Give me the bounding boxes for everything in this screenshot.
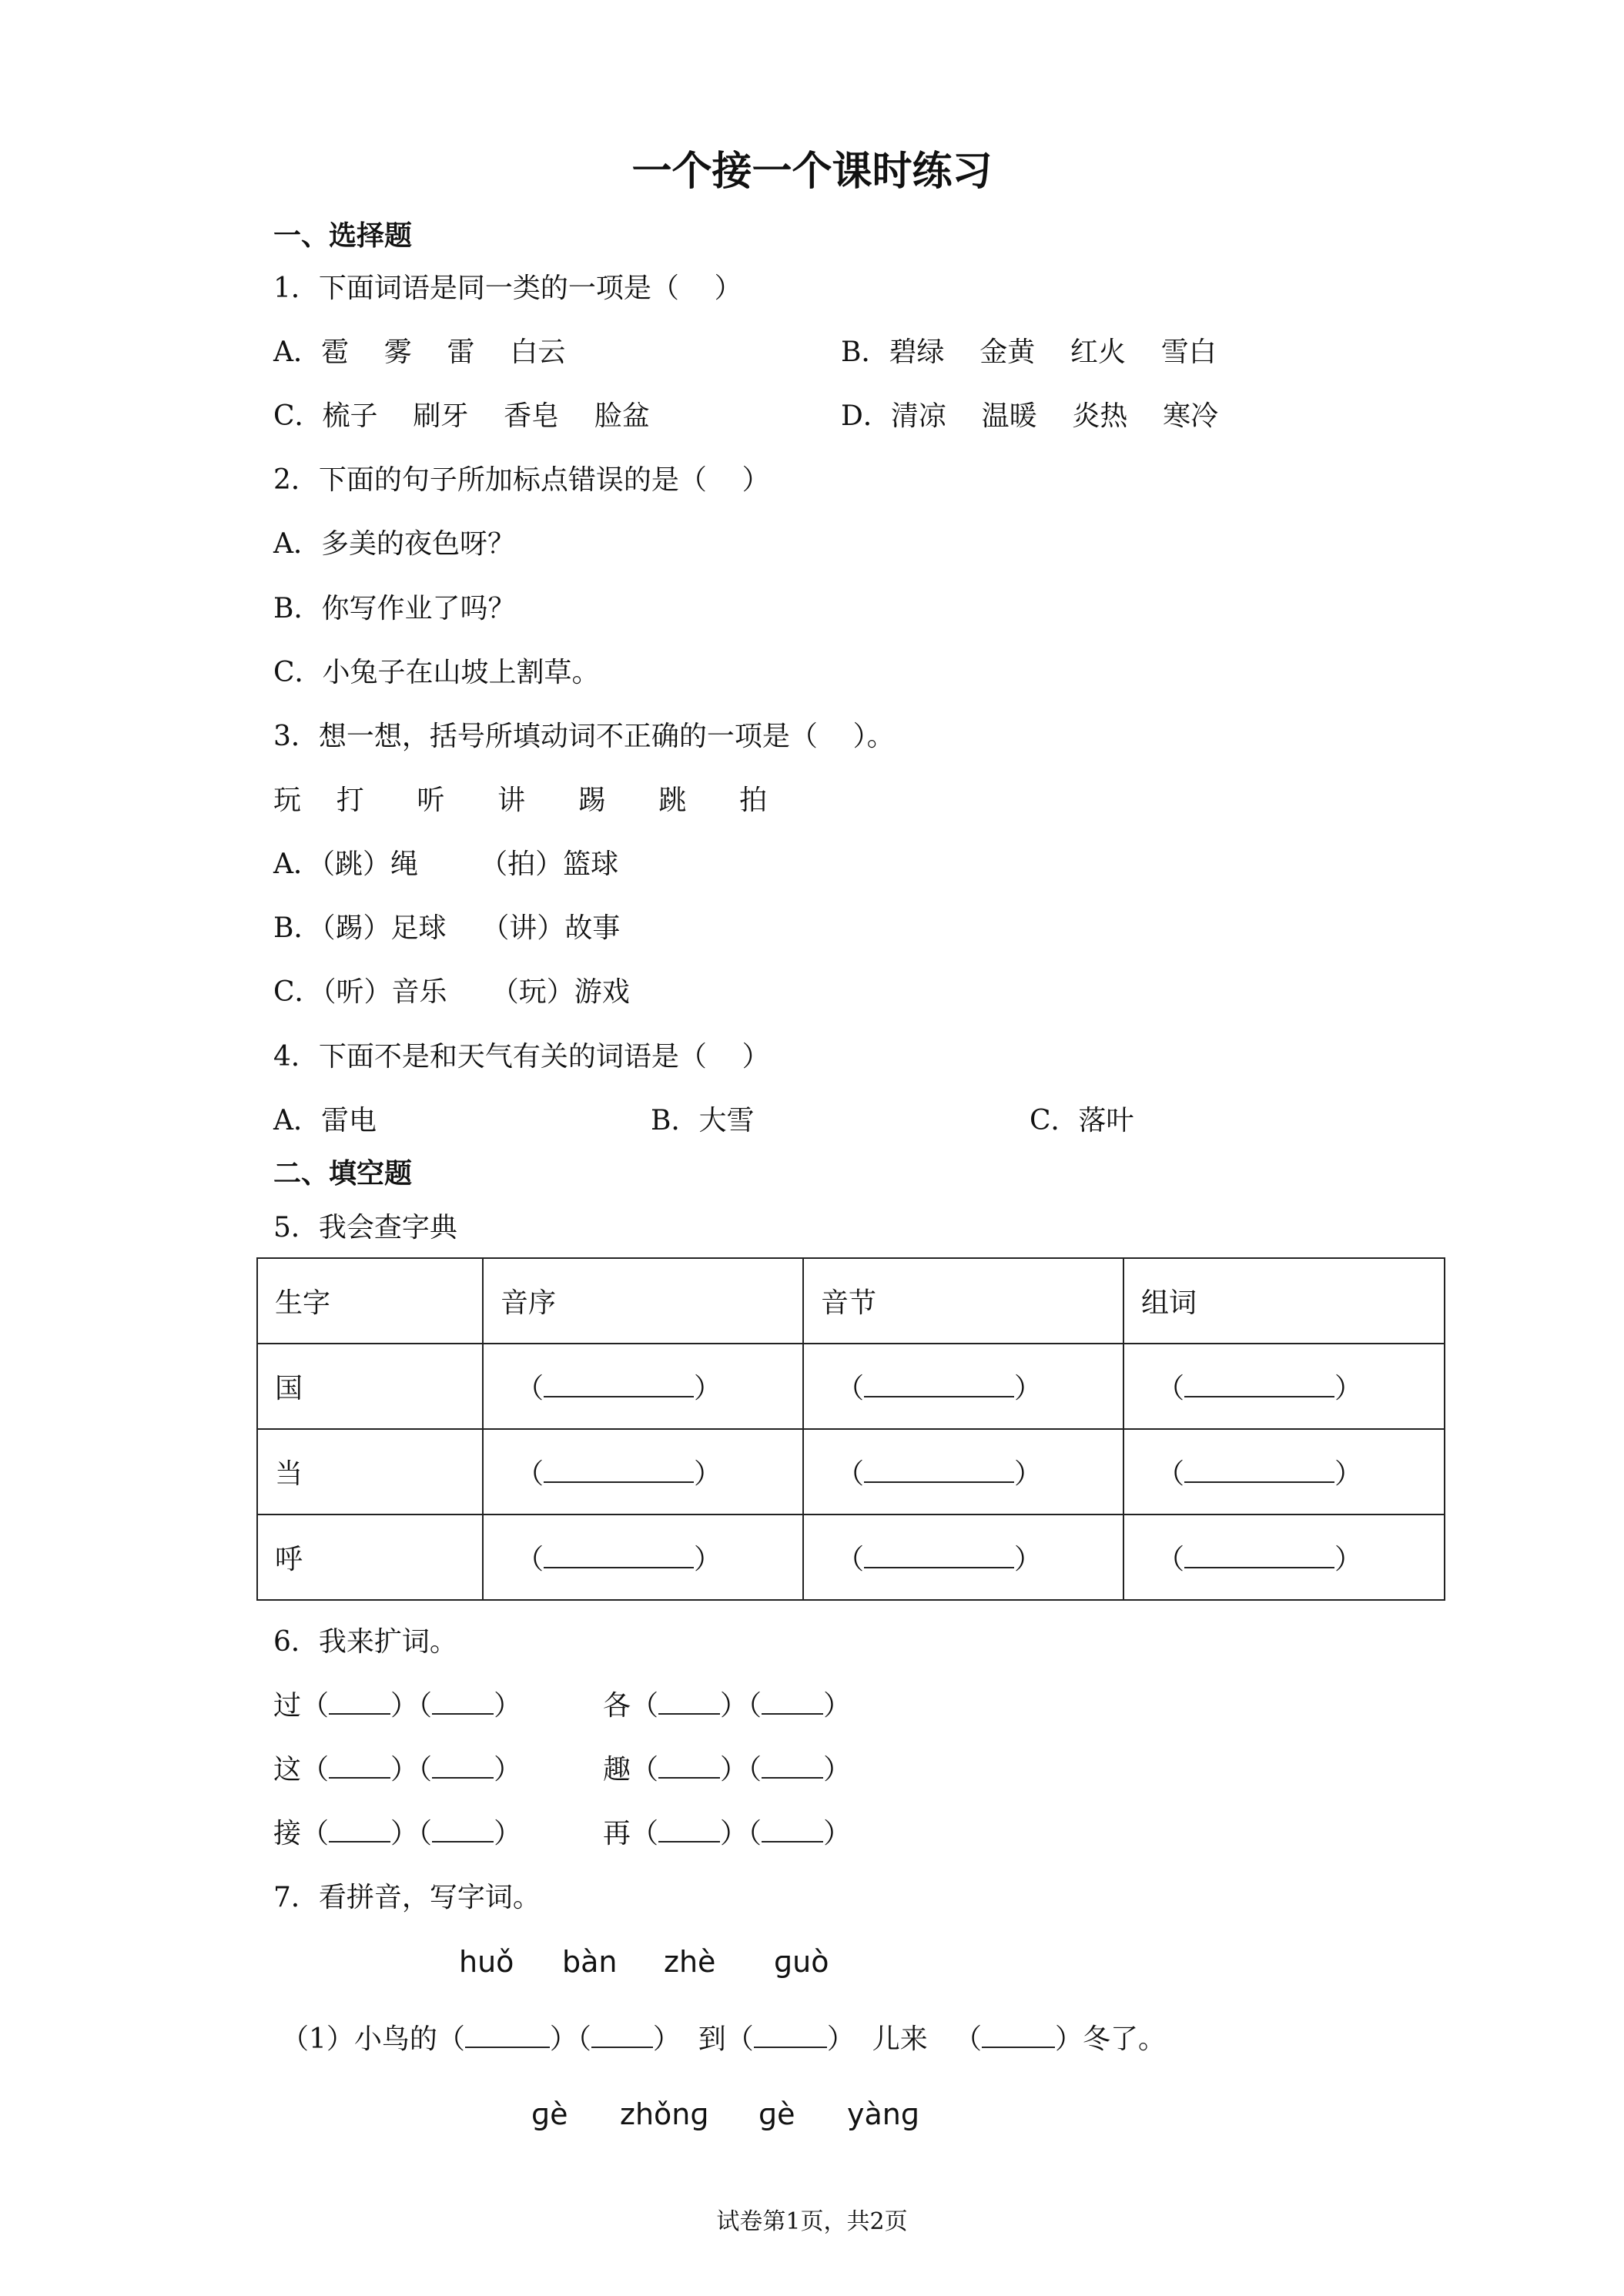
expand-word-row — [603, 1812, 851, 1851]
answer-blank[interactable] — [465, 2023, 550, 2048]
question-5-stem: 5．我会查字典 — [273, 1212, 457, 1243]
right-paren: ） — [494, 1818, 522, 1849]
sentence-text: ） 儿来 （ — [826, 2023, 983, 2055]
answer-cell[interactable] — [803, 1514, 1123, 1600]
dictionary-table — [256, 1257, 1445, 1601]
left-paren: （ — [418, 1690, 433, 1722]
table-row — [257, 1344, 1445, 1429]
left-paren: （ — [748, 1818, 762, 1849]
answer-blank[interactable] — [432, 1754, 494, 1779]
page-title: 一个接一个课时练习 — [631, 149, 993, 195]
answer-blank[interactable] — [864, 1544, 1014, 1568]
pinyin-syllable: zhǒnɡ — [620, 2097, 709, 2131]
right-paren: ） — [1334, 1544, 1363, 1575]
left-paren: （ — [631, 1690, 659, 1722]
expand-word-row — [603, 1748, 851, 1787]
pinyin-syllable: ɡuò — [774, 1945, 829, 1979]
question-3-option-b: B．（踢）足球 （讲）故事 — [273, 912, 621, 944]
question-3-option-a: A．（跳）绳 （拍）篮球 — [273, 848, 619, 880]
right-paren: ） — [390, 1818, 419, 1849]
expand-word-row — [273, 1748, 521, 1787]
left-paren: （ — [418, 1818, 433, 1849]
right-paren: ） — [1014, 1458, 1043, 1490]
character-cell: 呼 — [257, 1514, 483, 1600]
answer-cell[interactable] — [1123, 1344, 1445, 1429]
question-4-option-b: B．大雪 — [651, 1105, 755, 1136]
right-paren: ） — [494, 1754, 522, 1786]
answer-blank[interactable] — [544, 1458, 694, 1483]
question-1-option-a: A．雹 雾 雷 白云 — [273, 336, 566, 368]
right-paren: ） — [720, 1818, 748, 1849]
expand-char: 接 — [273, 1818, 302, 1849]
left-paren: （ — [748, 1690, 762, 1722]
answer-blank[interactable] — [658, 1690, 720, 1715]
answer-blank[interactable] — [754, 2023, 827, 2048]
left-paren: （ — [516, 1458, 544, 1490]
left-paren: （ — [836, 1373, 865, 1404]
answer-cell[interactable] — [1123, 1514, 1445, 1600]
table-row — [257, 1429, 1445, 1514]
question-2-stem: 2．下面的句子所加标点错误的是（ ） — [273, 464, 770, 496]
right-paren: ） — [694, 1544, 722, 1575]
answer-blank[interactable] — [1184, 1373, 1334, 1397]
left-paren: （ — [631, 1818, 659, 1849]
answer-blank[interactable] — [329, 1754, 390, 1779]
left-paren: （ — [748, 1754, 762, 1786]
question-4-option-a: A．雷电 — [273, 1105, 377, 1136]
question-1-option-d: D．清凉 温暖 炎热 寒冷 — [841, 400, 1219, 432]
character-cell: 国 — [257, 1344, 483, 1429]
expand-char: 各 — [603, 1690, 631, 1722]
left-paren: （ — [1157, 1458, 1185, 1490]
header-cell: 音节 — [803, 1258, 1123, 1344]
header-cell: 组词 — [1123, 1258, 1445, 1344]
left-paren: （ — [301, 1690, 330, 1722]
question-4-stem: 4．下面不是和天气有关的词语是（ ） — [273, 1041, 770, 1073]
answer-blank[interactable] — [864, 1458, 1014, 1483]
expand-word-row — [273, 1684, 521, 1723]
page-footer: 试卷第1页，共2页 — [716, 2208, 908, 2235]
right-paren: ） — [694, 1373, 722, 1404]
question-2-option-b: B．你写作业了吗？ — [273, 593, 516, 624]
answer-blank[interactable] — [1184, 1458, 1334, 1483]
answer-cell[interactable] — [803, 1429, 1123, 1514]
expand-char: 再 — [603, 1818, 631, 1849]
right-paren: ） — [1014, 1544, 1043, 1575]
answer-cell[interactable] — [803, 1344, 1123, 1429]
right-paren: ） — [1334, 1458, 1363, 1490]
left-paren: （ — [418, 1754, 433, 1786]
answer-blank[interactable] — [591, 2023, 653, 2048]
pinyin-syllable: huǒ — [459, 1945, 514, 1979]
answer-cell[interactable] — [483, 1429, 803, 1514]
pinyin-syllable: ɡè — [531, 2097, 568, 2131]
answer-blank[interactable] — [432, 1690, 494, 1715]
sentence-text: ） 到（ — [652, 2023, 754, 2055]
question-7-stem: 7．看拼音，写字词。 — [273, 1882, 541, 1913]
question-4-option-c: C．落叶 — [1030, 1105, 1134, 1136]
left-paren: （ — [836, 1458, 865, 1490]
question-1-option-c: C．梳子 刷牙 香皂 脸盆 — [273, 400, 650, 432]
section-heading-choice: 一、选择题 — [273, 220, 413, 252]
expand-char: 这 — [273, 1754, 302, 1786]
expand-word-row — [273, 1812, 521, 1851]
sentence-text: （1）小鸟的（ — [281, 2023, 465, 2055]
pinyin-syllable: bàn — [562, 1945, 618, 1979]
question-1-option-b: B．碧绿 金黄 红火 雪白 — [841, 336, 1217, 368]
right-paren: ） — [390, 1754, 419, 1786]
question-1-stem: 1．下面词语是同一类的一项是（ ） — [273, 273, 742, 304]
answer-cell[interactable] — [483, 1514, 803, 1600]
left-paren: （ — [836, 1544, 865, 1575]
table-header-row — [257, 1258, 1445, 1344]
pinyin-syllable: ɡè — [758, 2097, 795, 2131]
left-paren: （ — [301, 1754, 330, 1786]
pinyin-syllable: yànɡ — [847, 2097, 919, 2131]
expand-char: 趣 — [603, 1754, 631, 1786]
header-cell: 音序 — [483, 1258, 803, 1344]
right-paren: ） — [1334, 1373, 1363, 1404]
left-paren: （ — [516, 1544, 544, 1575]
section-heading-fill: 二、填空题 — [273, 1158, 413, 1190]
expand-char: 过 — [273, 1690, 302, 1722]
answer-blank[interactable] — [1184, 1544, 1334, 1568]
answer-blank[interactable] — [432, 1818, 494, 1842]
question-6-stem: 6．我来扩词。 — [273, 1626, 457, 1658]
answer-blank[interactable] — [658, 1754, 720, 1779]
left-paren: （ — [516, 1373, 544, 1404]
right-paren: ） — [1014, 1373, 1043, 1404]
left-paren: （ — [1157, 1544, 1185, 1575]
question-7-sentence-1 — [281, 2017, 1166, 2057]
question-3-word-list: 玩 打 听 讲 踢 跳 拍 — [273, 785, 768, 816]
right-paren: ） — [823, 1690, 852, 1722]
right-paren: ） — [694, 1458, 722, 1490]
answer-blank[interactable] — [544, 1544, 694, 1568]
right-paren: ） — [823, 1754, 852, 1786]
right-paren: ） — [823, 1818, 852, 1849]
answer-blank[interactable] — [762, 1690, 823, 1715]
question-3-option-c: C．（听）音乐 （玩）游戏 — [273, 976, 630, 1008]
sentence-text: ）冬了。 — [1055, 2023, 1167, 2055]
character-cell: 当 — [257, 1429, 483, 1514]
sentence-text: ）（ — [549, 2023, 591, 2055]
left-paren: （ — [1157, 1373, 1185, 1404]
left-paren: （ — [301, 1818, 330, 1849]
question-3-stem: 3．想一想，括号所填动词不正确的一项是（ ）。 — [273, 721, 895, 752]
question-2-option-c: C．小兔子在山坡上割草。 — [273, 657, 600, 688]
right-paren: ） — [390, 1690, 419, 1722]
right-paren: ） — [494, 1690, 522, 1722]
answer-blank[interactable] — [329, 1818, 390, 1842]
table-row — [257, 1514, 1445, 1600]
answer-blank[interactable] — [762, 1754, 823, 1779]
answer-blank[interactable] — [544, 1373, 694, 1397]
answer-cell[interactable] — [1123, 1429, 1445, 1514]
answer-blank[interactable] — [982, 2023, 1055, 2048]
expand-word-row — [603, 1684, 851, 1723]
answer-blank[interactable] — [658, 1818, 720, 1842]
answer-cell[interactable] — [483, 1344, 803, 1429]
answer-blank[interactable] — [329, 1690, 390, 1715]
answer-blank[interactable] — [762, 1818, 823, 1842]
question-2-option-a: A．多美的夜色呀？ — [273, 528, 515, 560]
pinyin-syllable: zhè — [664, 1945, 716, 1979]
header-cell: 生字 — [257, 1258, 483, 1344]
answer-blank[interactable] — [864, 1373, 1014, 1397]
right-paren: ） — [720, 1754, 748, 1786]
left-paren: （ — [631, 1754, 659, 1786]
right-paren: ） — [720, 1690, 748, 1722]
